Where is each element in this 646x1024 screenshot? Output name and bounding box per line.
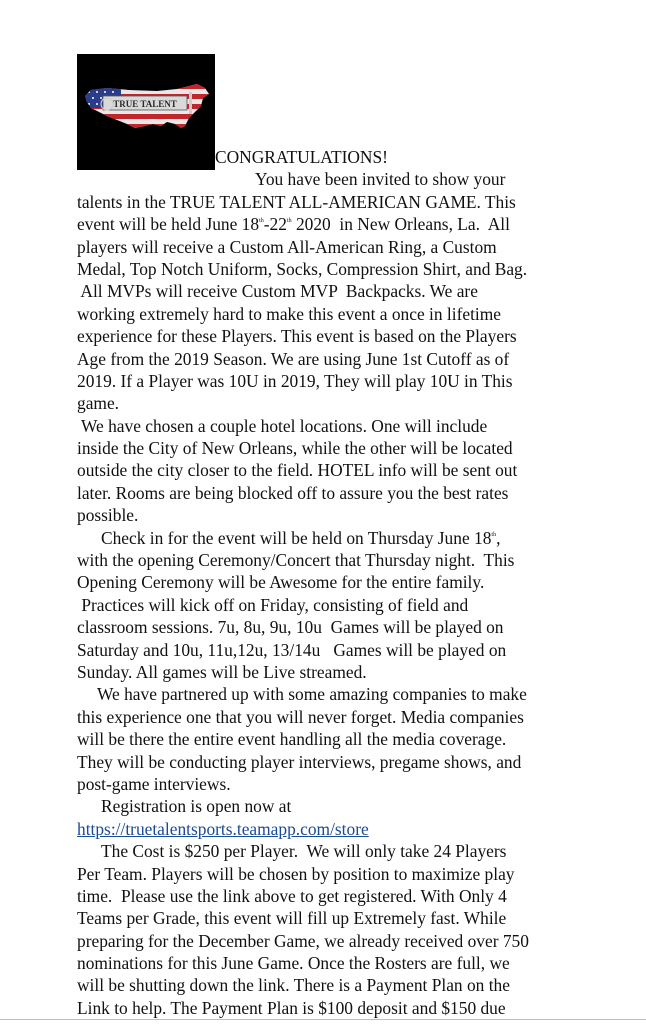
registration-link-line [77, 818, 587, 840]
p1-line-6: All MVPs will receive Custom MVP Backpacks. We are [77, 281, 478, 302]
p4-line-5: post-game interviews. [77, 773, 231, 794]
p1-line-11: game. [77, 393, 120, 414]
p1-line-10: 2019. If a Player was 10U in 2019, They will play 10U in This [77, 370, 513, 391]
p5-line-5: preparing for the December Game, we already received over 750 [77, 930, 529, 951]
p3-line-3: Opening Ceremony will be Awesome for the entire family. [77, 572, 485, 593]
p3-line-6: Saturday and 10u, 11u,12u, 13/14u Games will be played on [77, 639, 507, 660]
p2-line-5: possible. [77, 505, 139, 526]
p5-line-3: time. Please use the link above to get registered. With Only 4 [77, 885, 507, 906]
p1-line-9: Age from the 2019 Season. We are using June 1st Cutoff as of [77, 348, 510, 369]
p3-line-1 [77, 527, 587, 549]
p4-line-3: will be there the entire event handling all the media coverage. [77, 729, 507, 750]
p5-line-8: Link to help. The Payment Plan is $100 deposit and $150 due [77, 997, 506, 1018]
p1-line-4: players will receive a Custom All-American Ring, a Custom [77, 236, 497, 257]
page-bottom-edge [0, 1019, 646, 1020]
p1-line-7: working extremely hard to make this event a once in lifetime [77, 303, 501, 324]
p1-line-3c: -22 [263, 214, 287, 235]
p5-line-2: Per Team. Players will be chosen by position to maximize play [77, 863, 515, 884]
p5-line-6: nominations for this June Game. Once the Rosters are full, we [77, 953, 510, 974]
p4-line-4: They will be conducting player interviews, pregame shows, and [77, 751, 522, 772]
p5-line-1: The Cost is $250 per Player. We will only take 24 Players [101, 841, 507, 862]
p4-line-1: We have partnered up with some amazing companies to make [97, 684, 527, 705]
p1-line-2: talents in the TRUE TALENT ALL-AMERICAN GAME. This [77, 191, 516, 212]
p2-line-1: We have chosen a couple hotel locations. One will include [81, 415, 488, 436]
registration-text: Registration is open now at [101, 796, 292, 817]
p3-line-1c: , [496, 527, 501, 548]
superscript-th: th [259, 218, 264, 225]
p4-line-2: this experience one that you will never forget. Media companies [77, 706, 524, 727]
letter-body [77, 146, 587, 1019]
p2-line-2: inside the City of New Orleans, while the other will be located [77, 438, 513, 459]
p2-line-3: outside the city closer to the field. HOTEL info will be sent out [77, 460, 518, 481]
heading: CONGRATULATIONS! [215, 147, 388, 167]
p1-line-3a: event will be held June 18 [77, 214, 260, 235]
p1-line-5: Medal, Top Notch Uniform, Socks, Compression Shirt, and Bag. [77, 258, 528, 279]
p1-line-8: experience for these Players. This event is based on the Players [77, 326, 517, 347]
p3-line-7: Sunday. All games will be Live streamed. [77, 661, 367, 682]
p1-line-3e: 2020 in New Orleans, La. All [291, 214, 510, 235]
superscript-th: th [491, 531, 497, 538]
superscript-th: th [286, 218, 292, 225]
p1-line-3 [77, 213, 587, 235]
p5-line-7: will be shutting down the link. There is a Payment Plan on the [77, 975, 510, 996]
p5-line-4: Teams per Grade, this event will fill up Extremely fast. While [77, 908, 507, 929]
p3-line-4: Practices will kick off on Friday, consisting of field and [77, 594, 469, 615]
logo-text: TRUE TALENT [113, 99, 177, 109]
p2-line-4: later. Rooms are being blocked off to assure you the best rates [77, 482, 509, 503]
p3-line-2: with the opening Ceremony/Concert that Thursday night. This [77, 550, 515, 571]
p3-line-1a: Check in for the event will be held on Thursday June 18 [101, 527, 492, 548]
store-link[interactable]: https://truetalentsports.teamapp.com/store [77, 818, 369, 839]
p3-line-5: classroom sessions. 7u, 8u, 9u, 10u Games will be played on [77, 617, 504, 638]
p1-line-1: You have been invited to show your [255, 169, 506, 190]
